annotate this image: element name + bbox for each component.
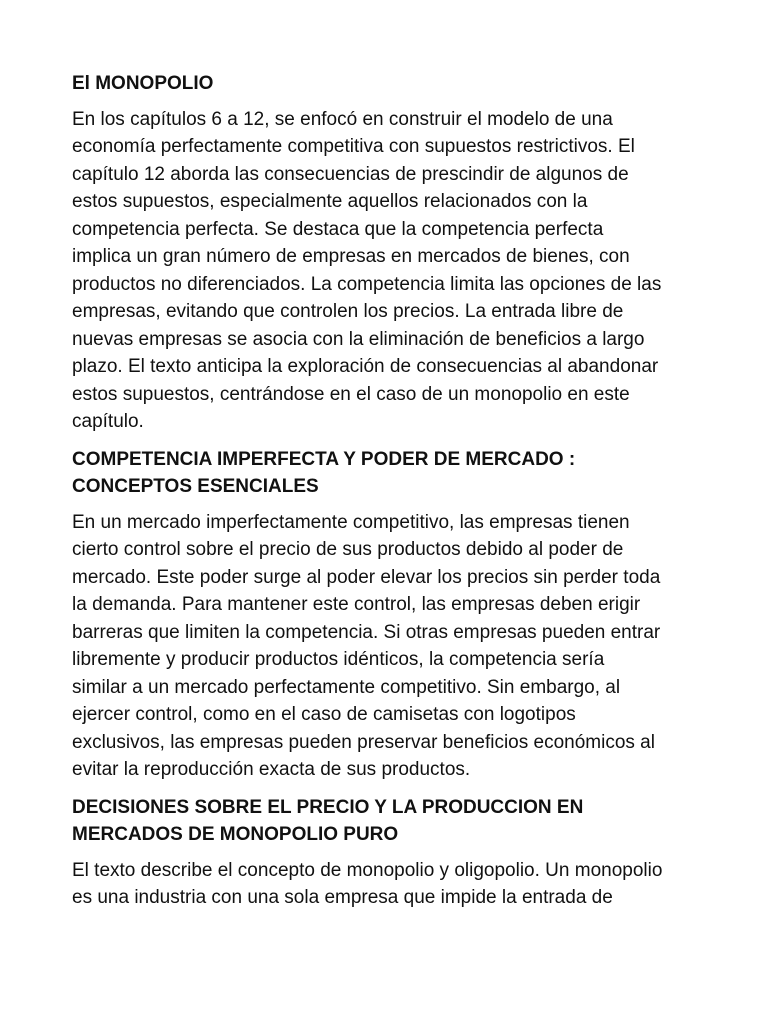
paragraph-competencia <box>72 509 702 784</box>
paragraph-decisiones <box>72 857 702 912</box>
text-line: implica un gran número de empresas en mercados de bienes, con <box>72 246 630 267</box>
heading-line: El MONOPOLIO <box>72 73 214 94</box>
heading-line: COMPETENCIA IMPERFECTA Y PODER DE MERCADO : <box>72 448 576 470</box>
text-line: En un mercado imperfectamente competitivo, las empresas tienen <box>72 511 630 533</box>
text-line: estos supuestos, especialmente aquellos relacionados con la <box>72 191 588 212</box>
text-line: libremente y producir productos idénticos, la competencia sería <box>72 649 605 670</box>
text-line: exclusivos, las empresas pueden preservar beneficios económicos al <box>72 731 655 753</box>
text-line: capítulo. <box>72 411 144 432</box>
text-line: cierto control sobre el precio de sus productos debido al poder de <box>72 539 624 560</box>
text-line: mercado. Este poder surge al poder elevar los precios sin perder toda <box>72 566 661 588</box>
text-line: es una industria con una sola empresa que impide la entrada de <box>72 887 613 908</box>
section-heading-decisiones <box>72 794 702 849</box>
text-line: productos no diferenciados. La competencia limita las opciones de las <box>72 273 662 295</box>
text-line: plazo. El texto anticipa la exploración de consecuencias al abandonar <box>72 356 659 377</box>
text-line: similar a un mercado perfectamente competitivo. Sin embargo, al <box>72 676 621 698</box>
section-heading-monopolio <box>72 70 702 98</box>
text-line: En los capítulos 6 a 12, se enfocó en construir el modelo de una <box>72 108 613 130</box>
text-line: estos supuestos, centrándose en el caso de un monopolio en este <box>72 383 630 405</box>
section-heading-competencia <box>72 446 702 501</box>
heading-line: MERCADOS DE MONOPOLIO PURO <box>72 824 399 845</box>
text-line: nuevas empresas se asocia con la eliminación de beneficios a largo <box>72 328 645 350</box>
text-line: barreras que limiten la competencia. Si otras empresas pueden entrar <box>72 621 661 643</box>
text-line: evitar la reproducción exacta de sus productos. <box>72 759 471 780</box>
text-line: capítulo 12 aborda las consecuencias de prescindir de algunos de <box>72 163 629 185</box>
text-line: economía perfectamente competitiva con supuestos restrictivos. El <box>72 136 635 157</box>
text-line: ejercer control, como en el caso de camisetas con logotipos <box>72 704 576 725</box>
paragraph-monopolio <box>72 106 702 436</box>
text-line: competencia perfecta. Se destaca que la competencia perfecta <box>72 218 604 240</box>
text-line: la demanda. Para mantener este control, las empresas deben erigir <box>72 594 641 615</box>
document-page <box>72 70 702 912</box>
text-line: El texto describe el concepto de monopolio y oligopolio. Un monopolio <box>72 859 663 881</box>
text-line: empresas, evitando que controlen los precios. La entrada libre de <box>72 301 624 322</box>
heading-line: CONCEPTOS ESENCIALES <box>72 476 319 497</box>
heading-line: DECISIONES SOBRE EL PRECIO Y LA PRODUCCION EN <box>72 796 584 818</box>
